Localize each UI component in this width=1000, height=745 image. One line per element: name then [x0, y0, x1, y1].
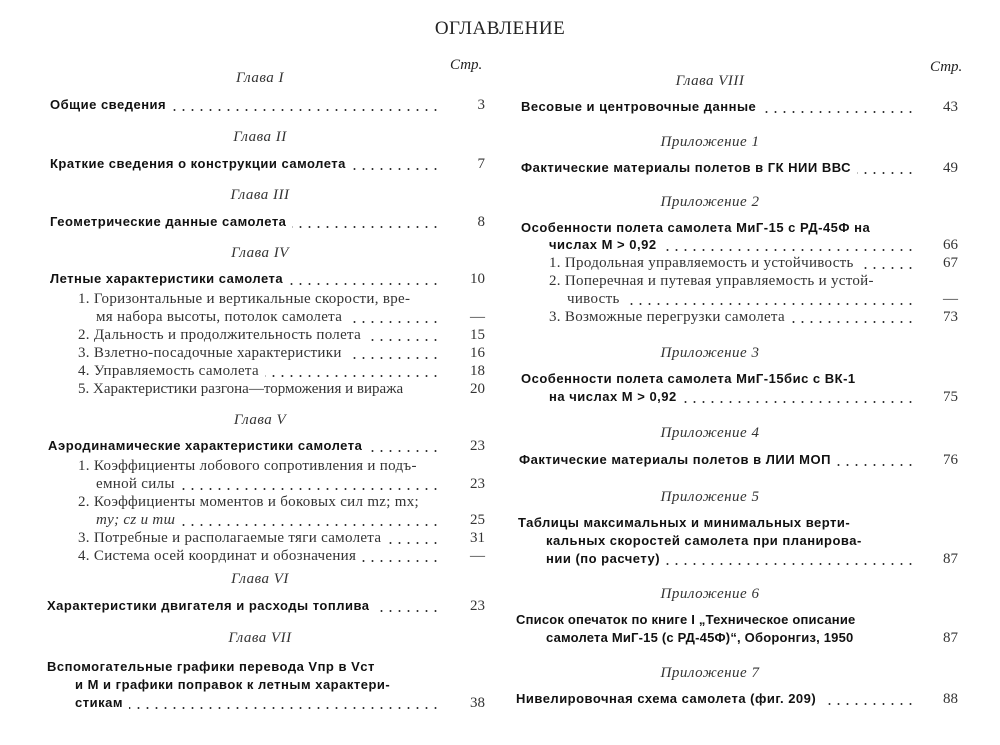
toc-entry-line[interactable]: Особенности полета самолета МиГ-15 с РД-45Ф на [521, 220, 871, 235]
appendix-heading: Приложение 5 [660, 489, 760, 505]
chapter-heading: Глава VI [231, 571, 289, 587]
dot-leader [822, 703, 915, 705]
entry-page: 15 [470, 327, 485, 343]
entry-page: 49 [943, 160, 958, 176]
toc-subentry-title[interactable]: мя набора высоты, потолок самолета [96, 309, 343, 325]
dot-leader [352, 168, 440, 170]
dot-leader [348, 321, 440, 323]
dot-leader [265, 375, 440, 377]
entry-page: 23 [470, 598, 485, 614]
toc-subentry-title[interactable]: 4. Управляемость самолета [78, 363, 259, 379]
toc-entry-title[interactable]: Аэродинамические характеристики самолета [48, 438, 363, 453]
entry-page: 10 [470, 271, 485, 287]
entry-page: 16 [470, 345, 485, 361]
appendix-heading: Приложение 7 [660, 665, 760, 681]
dot-leader [289, 283, 440, 285]
toc-entry-title[interactable]: на числах M > 0,92 [549, 389, 677, 404]
page-title: ОГЛАВЛЕНИЕ [434, 18, 566, 39]
dot-leader [376, 610, 440, 612]
toc-entry-line[interactable]: Вспомогательные графики перевода Vпр в Vст [47, 659, 375, 674]
entry-page: — [470, 309, 485, 325]
dot-leader [663, 249, 915, 251]
toc-entry-line[interactable]: Таблицы максимальных и минимальных верти- [518, 515, 851, 530]
page-column-header: Стр. [930, 59, 963, 75]
dot-leader [860, 267, 915, 269]
entry-page: 18 [470, 363, 485, 379]
dot-leader [292, 226, 440, 228]
entry-page: 67 [943, 255, 958, 271]
toc-subentry-title[interactable]: 5. Характеристики разгона—торможения и виража [78, 381, 404, 397]
toc-subentry-title[interactable]: my; cz и mш [96, 512, 176, 528]
entry-page: 87 [943, 551, 958, 567]
toc-entry-title[interactable]: Геометрические данные самолета [50, 214, 287, 229]
entry-page: 31 [470, 530, 485, 546]
toc-entry-title[interactable]: Общие сведения [50, 97, 167, 112]
toc-subentry-title[interactable]: 4. Система осей координат и обозначения [78, 548, 357, 564]
chapter-heading: Глава II [233, 129, 287, 145]
entry-page: 7 [477, 156, 485, 172]
toc-subentry-line[interactable]: 1. Коэффициенты лобового сопротивления и подъ- [78, 458, 417, 474]
appendix-heading: Приложение 6 [660, 586, 760, 602]
entry-page: 23 [470, 438, 485, 454]
toc-entry-title[interactable]: Весовые и центровочные данные [521, 99, 757, 114]
toc-entry-line[interactable]: Особенности полета самолета МиГ-15бис с ВК-1 [521, 371, 856, 386]
chapter-heading: Глава I [235, 70, 285, 86]
toc-entry-title[interactable]: Краткие сведения о конструкции самолета [50, 156, 346, 171]
appendix-heading: Приложение 4 [660, 425, 760, 441]
entry-page: 23 [470, 476, 485, 492]
dot-leader [762, 111, 915, 113]
chapter-heading: Глава VIII [675, 73, 745, 89]
appendix-heading: Приложение 2 [660, 194, 760, 210]
dot-leader [666, 563, 915, 565]
entry-page: 38 [470, 695, 485, 711]
toc-entry-title[interactable]: Летные характеристики самолета [50, 271, 284, 286]
entry-page: 3 [477, 97, 485, 113]
toc-entry-title[interactable]: Фактические материалы полетов в ГК НИИ ВВС [521, 160, 852, 175]
entry-page: — [470, 548, 485, 564]
dot-leader [387, 542, 440, 544]
toc-entry-title[interactable]: Фактические материалы полетов в ЛИИ МОП [519, 452, 831, 467]
toc-subentry-line[interactable]: 2. Поперечная и путевая управляемость и устой- [549, 273, 874, 289]
toc-subentry-line[interactable]: 1. Горизонтальные и вертикальные скорости, вре- [78, 291, 411, 307]
dot-leader [348, 357, 440, 359]
dot-leader [837, 464, 915, 466]
dot-leader [791, 321, 915, 323]
chapter-heading: Глава V [233, 412, 287, 428]
dot-leader [368, 450, 440, 452]
toc-subentry-title[interactable]: емной силы [96, 476, 175, 492]
toc-entry-title[interactable]: нии (по расчету) [546, 551, 661, 566]
toc-subentry-title[interactable]: 3. Взлетно-посадочные характеристики [78, 345, 342, 361]
dot-leader [857, 172, 915, 174]
entry-page: 20 [470, 381, 485, 397]
chapter-heading: Глава IV [231, 245, 289, 261]
toc-entry-title[interactable]: числах M > 0,92 [549, 237, 657, 252]
toc-subentry-title[interactable]: 3. Возможные перегрузки самолета [549, 309, 785, 325]
toc-subentry-line[interactable]: 2. Коэффициенты моментов и боковых сил mz; mx; [78, 494, 420, 510]
entry-page: 66 [943, 237, 958, 253]
toc-entry-title[interactable]: стикам [75, 695, 123, 710]
toc-entry-title[interactable]: самолета МиГ-15 (с РД-45Ф)“, Оборонгиз, 1950 [546, 630, 854, 645]
dot-leader [362, 560, 440, 562]
toc-subentry-title[interactable]: чивость [567, 291, 620, 307]
dot-leader [129, 707, 440, 709]
entry-page: 88 [943, 691, 958, 707]
toc-subentry-title[interactable]: 2. Дальность и продолжительность полета [78, 327, 362, 343]
chapter-heading: Глава III [230, 187, 290, 203]
toc-subentry-title[interactable]: 3. Потребные и располагаемые тяги самолета [78, 530, 382, 546]
toc-entry-line[interactable]: Список опечаток по книге I „Техническое описание [516, 612, 856, 627]
entry-page: — [943, 291, 958, 307]
appendix-heading: Приложение 3 [660, 345, 760, 361]
dot-leader [683, 401, 915, 403]
entry-page: 73 [943, 309, 958, 325]
toc-subentry-title[interactable]: 1. Продольная управляемость и устойчивость [549, 255, 854, 271]
dot-leader [172, 109, 440, 111]
entry-page: 8 [477, 214, 485, 230]
toc-entry-line[interactable]: и M и графики поправок к летным характери- [75, 677, 391, 692]
toc-entry-title[interactable]: Характеристики двигателя и расходы топлива [47, 598, 370, 613]
entry-page: 76 [943, 452, 958, 468]
toc-entry-line[interactable]: кальных скоростей самолета при планирова- [546, 533, 862, 548]
dot-leader [181, 488, 440, 490]
dot-leader [181, 524, 440, 526]
chapter-heading: Глава VII [228, 630, 292, 646]
entry-page: 25 [470, 512, 485, 528]
entry-page: 43 [943, 99, 958, 115]
entry-page: 87 [943, 630, 958, 646]
appendix-heading: Приложение 1 [660, 134, 760, 150]
entry-page: 75 [943, 389, 958, 405]
dot-leader [367, 339, 440, 341]
toc-entry-title[interactable]: Нивелировочная схема самолета (фиг. 209) [516, 691, 817, 706]
dot-leader [626, 303, 915, 305]
page-column-header: Стр. [450, 57, 483, 73]
